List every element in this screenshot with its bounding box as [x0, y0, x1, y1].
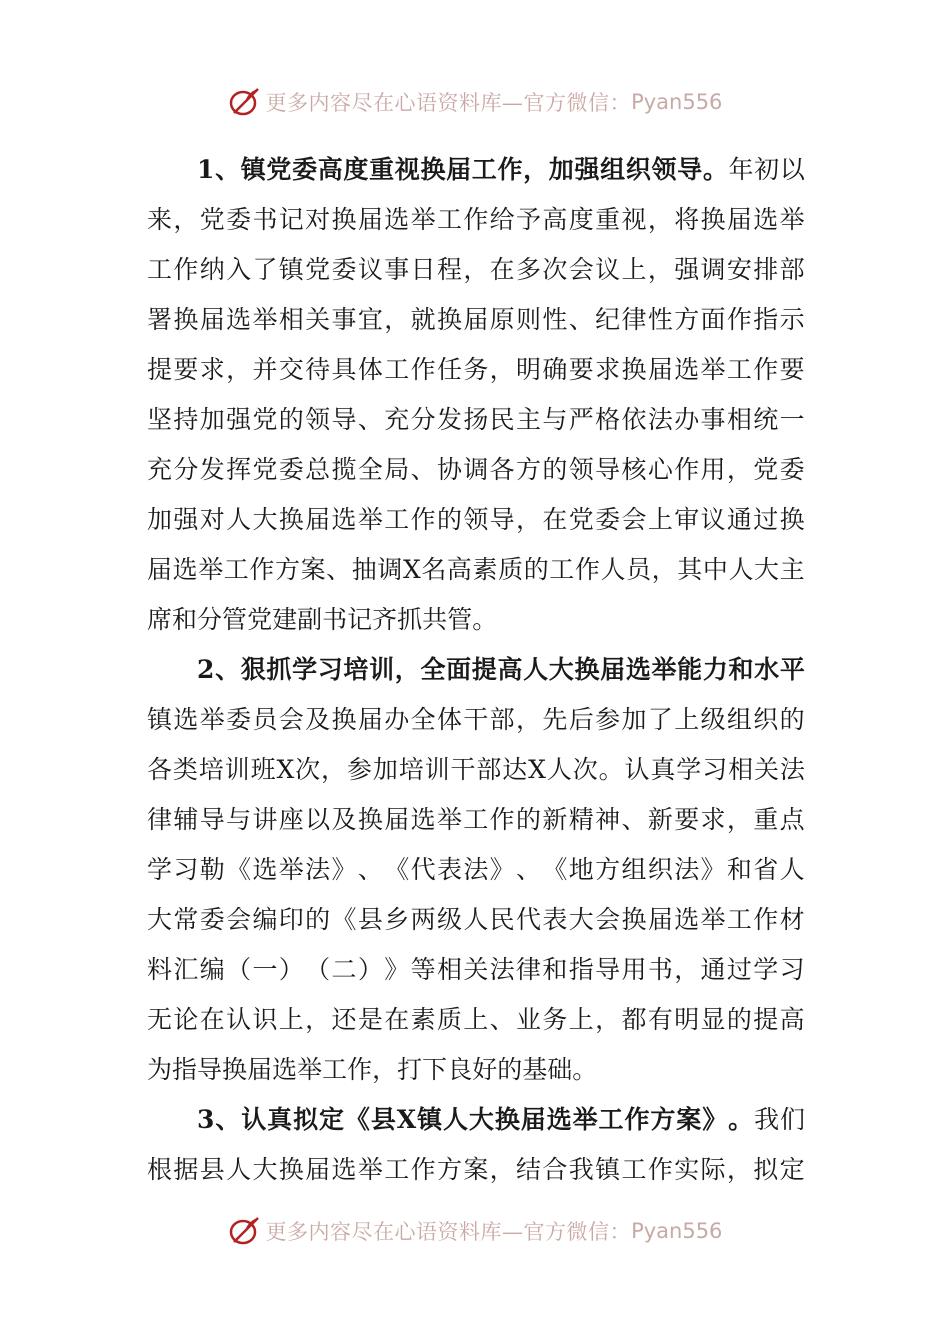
- text-line: 加 强 对 人 大 换 届 选 举 工 作 的 领 导 ， 在 党 委 会 上 审 议 通 过 换: [147, 505, 805, 534]
- text-line: 学 习 勒 《 选 举 法 》 、 《 代 表 法 》 、 《 地 方 组 织 法 》 和 省 人: [147, 855, 805, 884]
- text-line: 坚 持 加 强 党 的 领 导 、 充 分 发 扬 民 主 与 严 格 依 法 办 事 相 统 一: [147, 405, 805, 434]
- text-line: 来 ， 党 委 书 记 对 换 届 选 举 工 作 给 予 高 度 重 视 ， 将 换 届 选 举: [147, 205, 805, 234]
- watermark-text: 更多内容尽在心语资料库—官方微信：: [265, 1220, 632, 1244]
- text-line: 届 选 举 工 作 方 案 、 抽 调 X 名 高 素 质 的 工 作 人 员 ， 其 中 人 大 主: [147, 555, 805, 584]
- watermark-bottom: [0, 1211, 950, 1251]
- watermark-id: Pyan556: [631, 1219, 723, 1243]
- text-line: 提 要 求 ， 并 交 待 具 体 工 作 任 务 ， 明 确 要 求 换 届 选 举 工 作 要: [147, 355, 805, 384]
- document-body: [147, 145, 805, 1195]
- text-line: 2 、 狠 抓 学 习 培 训 ， 全 面 提 高 人 大 换 届 选 举 能 力 和 水 平: [197, 655, 805, 684]
- text-line: 律 辅 导 与 讲 座 以 及 换 届 选 举 工 作 的 新 精 神 、 新 要 求 ， 重 点: [147, 805, 805, 834]
- text-line: 为 指 导 换 届 选 举 工 作 ， 打 下 良 好 的 基 础 。: [147, 1055, 598, 1084]
- quill-logo-icon: [228, 85, 262, 119]
- text-line: 镇 选 举 委 员 会 及 换 届 办 全 体 干 部 ， 先 后 参 加 了 上 级 组 织 的: [147, 705, 805, 734]
- text-line: 无 论 在 认 识 上 ， 还 是 在 素 质 上 、 业 务 上 ， 都 有 明 显 的 提 高: [147, 1005, 805, 1034]
- text-line: 1 、 镇 党 委 高 度 重 视 换 届 工 作 ， 加 强 组 织 领 导 。 年 初 以: [197, 155, 805, 184]
- text-line: 3 、 认 真 拟 定 《 县 X 镇 人 大 换 届 选 举 工 作 方 案 》 。 我 们: [197, 1105, 805, 1134]
- text-line: 工 作 纳 入 了 镇 党 委 议 事 日 程 ， 在 多 次 会 议 上 ， 强 调 安 排 部: [147, 255, 805, 284]
- text-line: 大 常 委 会 编 印 的 《 县 乡 两 级 人 民 代 表 大 会 换 届 选 举 工 作 材: [147, 905, 805, 934]
- watermark-text: 更多内容尽在心语资料库—官方微信：: [265, 91, 632, 115]
- text-line: 充 分 发 挥 党 委 总 揽 全 局 、 协 调 各 方 的 领 导 核 心 作 用 ， 党 委: [147, 455, 805, 484]
- text-line: 料 汇 编 （ 一 ） （ 二 ） 》 等 相 关 法 律 和 指 导 用 书 ， 通 过 学 习: [147, 955, 805, 984]
- text-line: 各 类 培 训 班 X 次 ， 参 加 培 训 干 部 达 X 人 次 。 认 真 学 习 相 关 法: [147, 755, 805, 784]
- text-line: 席 和 分 管 党 建 副 书 记 齐 抓 共 管 。: [147, 605, 498, 634]
- watermark-top: [0, 82, 950, 122]
- watermark-id: Pyan556: [631, 90, 723, 114]
- text-line: 根 据 县 人 大 换 届 选 举 工 作 方 案 ， 结 合 我 镇 工 作 实 际 ， 拟 定: [147, 1155, 805, 1184]
- text-line: 署 换 届 选 举 相 关 事 宜 ， 就 换 届 原 则 性 、 纪 律 性 方 面 作 指 示: [147, 305, 805, 334]
- quill-logo-icon: [228, 1214, 262, 1248]
